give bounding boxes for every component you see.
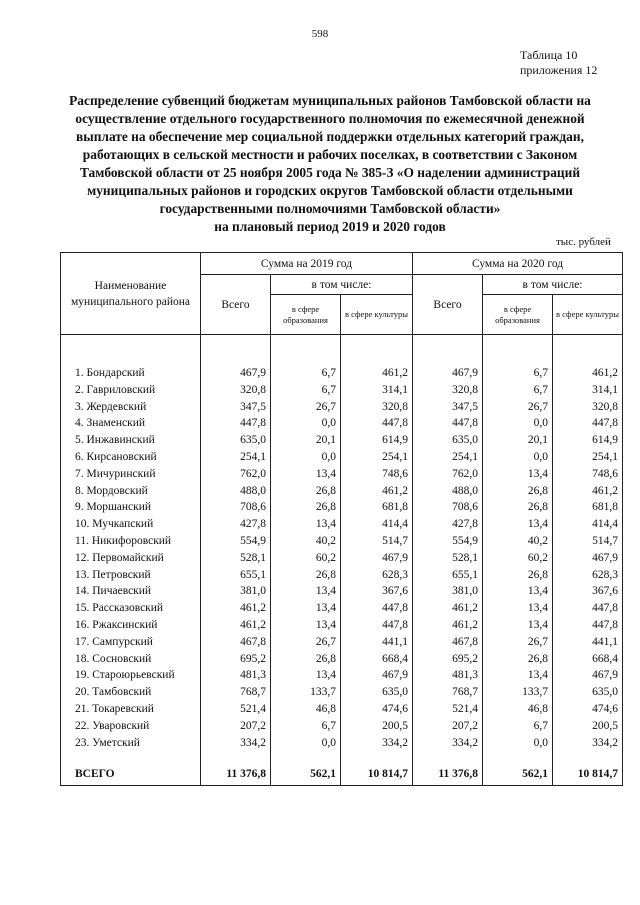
cell-education-2020: 26,7 — [483, 399, 553, 416]
cell-culture-2019: 200,5 — [341, 718, 413, 735]
table-row — [61, 516, 623, 533]
cell-total-2019: 11 376,8 — [201, 763, 271, 786]
cell-culture-2020: 254,1 — [553, 449, 623, 466]
table-row — [61, 483, 623, 500]
district-name: 23. Уметский — [61, 735, 201, 752]
cell-total-2020: 447,8 — [413, 415, 483, 432]
cell-culture-2019: 447,8 — [341, 617, 413, 634]
table-row — [61, 634, 623, 651]
district-name: 2. Гавриловский — [61, 382, 201, 399]
cell-education-2020: 13,4 — [483, 617, 553, 634]
cell-total-2019: 381,0 — [201, 583, 271, 600]
district-name: 8. Мордовский — [61, 483, 201, 500]
cell-culture-2020: 628,3 — [553, 567, 623, 584]
cell-education-2020: 26,8 — [483, 499, 553, 516]
cell-total-2019: 695,2 — [201, 651, 271, 668]
table-row — [61, 600, 623, 617]
cell-culture-2019: 467,9 — [341, 550, 413, 567]
cell-total-2020: 320,8 — [413, 382, 483, 399]
title-line: государственными полномочиями Тамбовской области» — [159, 201, 501, 216]
cell-total-2020: 762,0 — [413, 466, 483, 483]
cell-total-2019: 635,0 — [201, 432, 271, 449]
header-sum-2020: Сумма на 2020 год — [413, 253, 623, 275]
district-name: 13. Петровский — [61, 567, 201, 584]
header-culture-2019: в сфере культуры — [341, 295, 413, 335]
header-including-2020: в том числе: — [483, 275, 623, 295]
cell-culture-2020: 467,9 — [553, 667, 623, 684]
cell-education-2020: 60,2 — [483, 550, 553, 567]
district-name: 20. Тамбовский — [61, 684, 201, 701]
district-name: 11. Никифоровский — [61, 533, 201, 550]
table-row — [61, 651, 623, 668]
header-name-column: Наименование муниципального района — [61, 253, 201, 335]
cell-culture-2019: 668,4 — [341, 651, 413, 668]
cell-education-2020: 562,1 — [483, 763, 553, 786]
cell-culture-2019: 314,1 — [341, 382, 413, 399]
district-name: 22. Уваровский — [61, 718, 201, 735]
cell-education-2020: 26,8 — [483, 651, 553, 668]
district-name: 14. Пичаевский — [61, 583, 201, 600]
cell-education-2020: 6,7 — [483, 365, 553, 382]
title-line: работающих в сельской местности и рабочих поселках, в соответствии с Законом — [82, 147, 578, 162]
cell-culture-2020: 635,0 — [553, 684, 623, 701]
cell-education-2019: 26,7 — [271, 399, 341, 416]
header-sum-2019: Сумма на 2019 год — [201, 253, 413, 275]
district-name: 21. Токаревский — [61, 701, 201, 718]
cell-education-2019: 26,8 — [271, 567, 341, 584]
cell-total-2019: 762,0 — [201, 466, 271, 483]
cell-total-2020: 488,0 — [413, 483, 483, 500]
table-row — [61, 399, 623, 416]
cell-culture-2020: 334,2 — [553, 735, 623, 752]
cell-total-2020: 768,7 — [413, 684, 483, 701]
district-name: 9. Моршанский — [61, 499, 201, 516]
cell-education-2020: 0,0 — [483, 735, 553, 752]
district-name: 15. Рассказовский — [61, 600, 201, 617]
table-row — [61, 365, 623, 382]
title-line: Тамбовской области от 25 ноября 2005 года № 385-З «О наделении администраций — [79, 165, 581, 180]
cell-total-2019: 254,1 — [201, 449, 271, 466]
cell-culture-2020: 414,4 — [553, 516, 623, 533]
total-row — [61, 763, 623, 786]
cell-total-2019: 334,2 — [201, 735, 271, 752]
cell-total-2019: 461,2 — [201, 600, 271, 617]
cell-culture-2019: 681,8 — [341, 499, 413, 516]
title-line: Распределение субвенций бюджетам муниципальных районов Тамбовской области на — [69, 93, 591, 108]
cell-culture-2020: 467,9 — [553, 550, 623, 567]
header-total-2019: Всего — [201, 275, 271, 335]
cell-education-2019: 13,4 — [271, 516, 341, 533]
caption-line-1: Таблица 10 — [520, 48, 578, 62]
cell-culture-2019: 614,9 — [341, 432, 413, 449]
units-label: тыс. рублей — [556, 236, 611, 248]
table-caption — [520, 48, 597, 78]
cell-total-2020: 381,0 — [413, 583, 483, 600]
cell-education-2019: 26,8 — [271, 483, 341, 500]
cell-culture-2020: 447,8 — [553, 415, 623, 432]
cell-culture-2019: 447,8 — [341, 600, 413, 617]
cell-culture-2019: 447,8 — [341, 415, 413, 432]
cell-education-2020: 13,4 — [483, 667, 553, 684]
cell-total-2019: 207,2 — [201, 718, 271, 735]
subventions-table — [60, 252, 623, 786]
cell-total-2020: 334,2 — [413, 735, 483, 752]
cell-culture-2020: 748,6 — [553, 466, 623, 483]
cell-education-2019: 13,4 — [271, 583, 341, 600]
cell-education-2020: 13,4 — [483, 516, 553, 533]
cell-total-2019: 528,1 — [201, 550, 271, 567]
title-line: на плановый период 2019 и 2020 годов — [214, 219, 446, 234]
cell-culture-2020: 614,9 — [553, 432, 623, 449]
cell-culture-2019: 441,1 — [341, 634, 413, 651]
header-including-2019: в том числе: — [271, 275, 413, 295]
cell-education-2019: 26,8 — [271, 499, 341, 516]
district-name: 4. Знаменский — [61, 415, 201, 432]
cell-culture-2019: 367,6 — [341, 583, 413, 600]
page-number: 598 — [311, 28, 329, 40]
caption-line-2: приложения 12 — [520, 63, 598, 77]
table-row — [61, 617, 623, 634]
table-row — [61, 499, 623, 516]
cell-culture-2020: 474,6 — [553, 701, 623, 718]
cell-total-2020: 461,2 — [413, 617, 483, 634]
cell-total-2019: 768,7 — [201, 684, 271, 701]
cell-culture-2020: 441,1 — [553, 634, 623, 651]
cell-culture-2020: 447,8 — [553, 617, 623, 634]
cell-total-2020: 461,2 — [413, 600, 483, 617]
table-body — [61, 335, 623, 786]
cell-education-2020: 6,7 — [483, 382, 553, 399]
cell-education-2020: 13,4 — [483, 466, 553, 483]
cell-total-2020: 481,3 — [413, 667, 483, 684]
cell-culture-2019: 514,7 — [341, 533, 413, 550]
cell-culture-2020: 367,6 — [553, 583, 623, 600]
cell-education-2020: 0,0 — [483, 449, 553, 466]
table-row — [61, 550, 623, 567]
table-row — [61, 583, 623, 600]
title-line: осуществление отдельного государственного полномочия по ежемесячной денежной — [75, 111, 585, 126]
cell-education-2020: 26,8 — [483, 567, 553, 584]
cell-education-2019: 133,7 — [271, 684, 341, 701]
cell-culture-2020: 200,5 — [553, 718, 623, 735]
cell-total-2019: 521,4 — [201, 701, 271, 718]
table-row — [61, 466, 623, 483]
cell-total-2020: 467,8 — [413, 634, 483, 651]
district-name: ВСЕГО — [61, 763, 201, 786]
cell-culture-2020: 447,8 — [553, 600, 623, 617]
cell-culture-2020: 461,2 — [553, 365, 623, 382]
cell-total-2019: 467,8 — [201, 634, 271, 651]
cell-culture-2019: 414,4 — [341, 516, 413, 533]
cell-culture-2019: 320,8 — [341, 399, 413, 416]
cell-total-2019: 467,9 — [201, 365, 271, 382]
district-name: 7. Мичуринский — [61, 466, 201, 483]
cell-education-2019: 60,2 — [271, 550, 341, 567]
cell-education-2020: 13,4 — [483, 583, 553, 600]
cell-total-2019: 447,8 — [201, 415, 271, 432]
district-name: 12. Первомайский — [61, 550, 201, 567]
cell-education-2019: 26,7 — [271, 634, 341, 651]
header-education-2020: в сфере образования — [483, 295, 553, 335]
spacer-row — [61, 751, 623, 763]
cell-culture-2019: 467,9 — [341, 667, 413, 684]
cell-total-2019: 427,8 — [201, 516, 271, 533]
cell-culture-2019: 461,2 — [341, 365, 413, 382]
cell-total-2020: 254,1 — [413, 449, 483, 466]
cell-culture-2019: 461,2 — [341, 483, 413, 500]
cell-total-2020: 427,8 — [413, 516, 483, 533]
district-name: 3. Жердевский — [61, 399, 201, 416]
cell-education-2019: 0,0 — [271, 735, 341, 752]
cell-culture-2019: 628,3 — [341, 567, 413, 584]
cell-total-2019: 488,0 — [201, 483, 271, 500]
district-name: 16. Ржаксинский — [61, 617, 201, 634]
district-name: 18. Сосновский — [61, 651, 201, 668]
cell-total-2020: 11 376,8 — [413, 763, 483, 786]
cell-culture-2019: 635,0 — [341, 684, 413, 701]
cell-total-2020: 207,2 — [413, 718, 483, 735]
district-name: 5. Инжавинский — [61, 432, 201, 449]
document-title — [60, 92, 600, 236]
district-name: 1. Бондарский — [61, 365, 201, 382]
district-name: 10. Мучкапский — [61, 516, 201, 533]
cell-education-2020: 26,7 — [483, 634, 553, 651]
cell-education-2020: 0,0 — [483, 415, 553, 432]
cell-education-2020: 46,8 — [483, 701, 553, 718]
cell-total-2020: 708,6 — [413, 499, 483, 516]
cell-education-2020: 26,8 — [483, 483, 553, 500]
table-row — [61, 533, 623, 550]
title-line: выплате на обеспечение мер социальной поддержки отдельных категорий граждан, — [76, 129, 584, 144]
header-culture-2020: в сфере культуры — [553, 295, 623, 335]
table-row — [61, 701, 623, 718]
header-education-2019: в сфере образования — [271, 295, 341, 335]
cell-total-2020: 554,9 — [413, 533, 483, 550]
header-total-2020: Всего — [413, 275, 483, 335]
cell-total-2019: 461,2 — [201, 617, 271, 634]
cell-education-2020: 40,2 — [483, 533, 553, 550]
table-row — [61, 735, 623, 752]
cell-education-2019: 46,8 — [271, 701, 341, 718]
cell-culture-2020: 10 814,7 — [553, 763, 623, 786]
table-row — [61, 432, 623, 449]
cell-total-2019: 554,9 — [201, 533, 271, 550]
table-row — [61, 718, 623, 735]
cell-education-2019: 13,4 — [271, 617, 341, 634]
cell-total-2019: 708,6 — [201, 499, 271, 516]
district-name: 19. Староюрьевский — [61, 667, 201, 684]
table-row — [61, 667, 623, 684]
cell-education-2019: 562,1 — [271, 763, 341, 786]
cell-education-2019: 40,2 — [271, 533, 341, 550]
district-name: 6. Кирсановский — [61, 449, 201, 466]
cell-total-2020: 528,1 — [413, 550, 483, 567]
cell-total-2020: 695,2 — [413, 651, 483, 668]
cell-culture-2020: 461,2 — [553, 483, 623, 500]
cell-education-2020: 20,1 — [483, 432, 553, 449]
cell-education-2020: 133,7 — [483, 684, 553, 701]
table-row — [61, 567, 623, 584]
cell-education-2019: 13,4 — [271, 466, 341, 483]
cell-total-2020: 467,9 — [413, 365, 483, 382]
cell-education-2019: 0,0 — [271, 449, 341, 466]
table-row — [61, 415, 623, 432]
cell-total-2019: 655,1 — [201, 567, 271, 584]
cell-culture-2019: 334,2 — [341, 735, 413, 752]
cell-education-2019: 6,7 — [271, 382, 341, 399]
cell-education-2020: 13,4 — [483, 600, 553, 617]
cell-culture-2020: 668,4 — [553, 651, 623, 668]
cell-culture-2019: 474,6 — [341, 701, 413, 718]
cell-culture-2020: 314,1 — [553, 382, 623, 399]
cell-education-2019: 13,4 — [271, 667, 341, 684]
spacer-row — [61, 335, 623, 366]
district-name: 17. Сампурский — [61, 634, 201, 651]
cell-total-2020: 655,1 — [413, 567, 483, 584]
cell-education-2019: 26,8 — [271, 651, 341, 668]
table-row — [61, 684, 623, 701]
cell-total-2020: 635,0 — [413, 432, 483, 449]
cell-total-2020: 521,4 — [413, 701, 483, 718]
cell-education-2019: 20,1 — [271, 432, 341, 449]
table-row — [61, 382, 623, 399]
cell-total-2019: 347,5 — [201, 399, 271, 416]
cell-education-2019: 6,7 — [271, 365, 341, 382]
table-row — [61, 449, 623, 466]
cell-education-2020: 6,7 — [483, 718, 553, 735]
cell-education-2019: 13,4 — [271, 600, 341, 617]
cell-total-2019: 320,8 — [201, 382, 271, 399]
cell-culture-2019: 10 814,7 — [341, 763, 413, 786]
cell-culture-2020: 320,8 — [553, 399, 623, 416]
cell-total-2019: 481,3 — [201, 667, 271, 684]
cell-education-2019: 6,7 — [271, 718, 341, 735]
title-line: муниципальных районов и городских округов Тамбовской области отдельными — [87, 183, 573, 198]
cell-culture-2019: 254,1 — [341, 449, 413, 466]
cell-culture-2019: 748,6 — [341, 466, 413, 483]
cell-culture-2020: 514,7 — [553, 533, 623, 550]
cell-total-2020: 347,5 — [413, 399, 483, 416]
cell-culture-2020: 681,8 — [553, 499, 623, 516]
cell-education-2019: 0,0 — [271, 415, 341, 432]
